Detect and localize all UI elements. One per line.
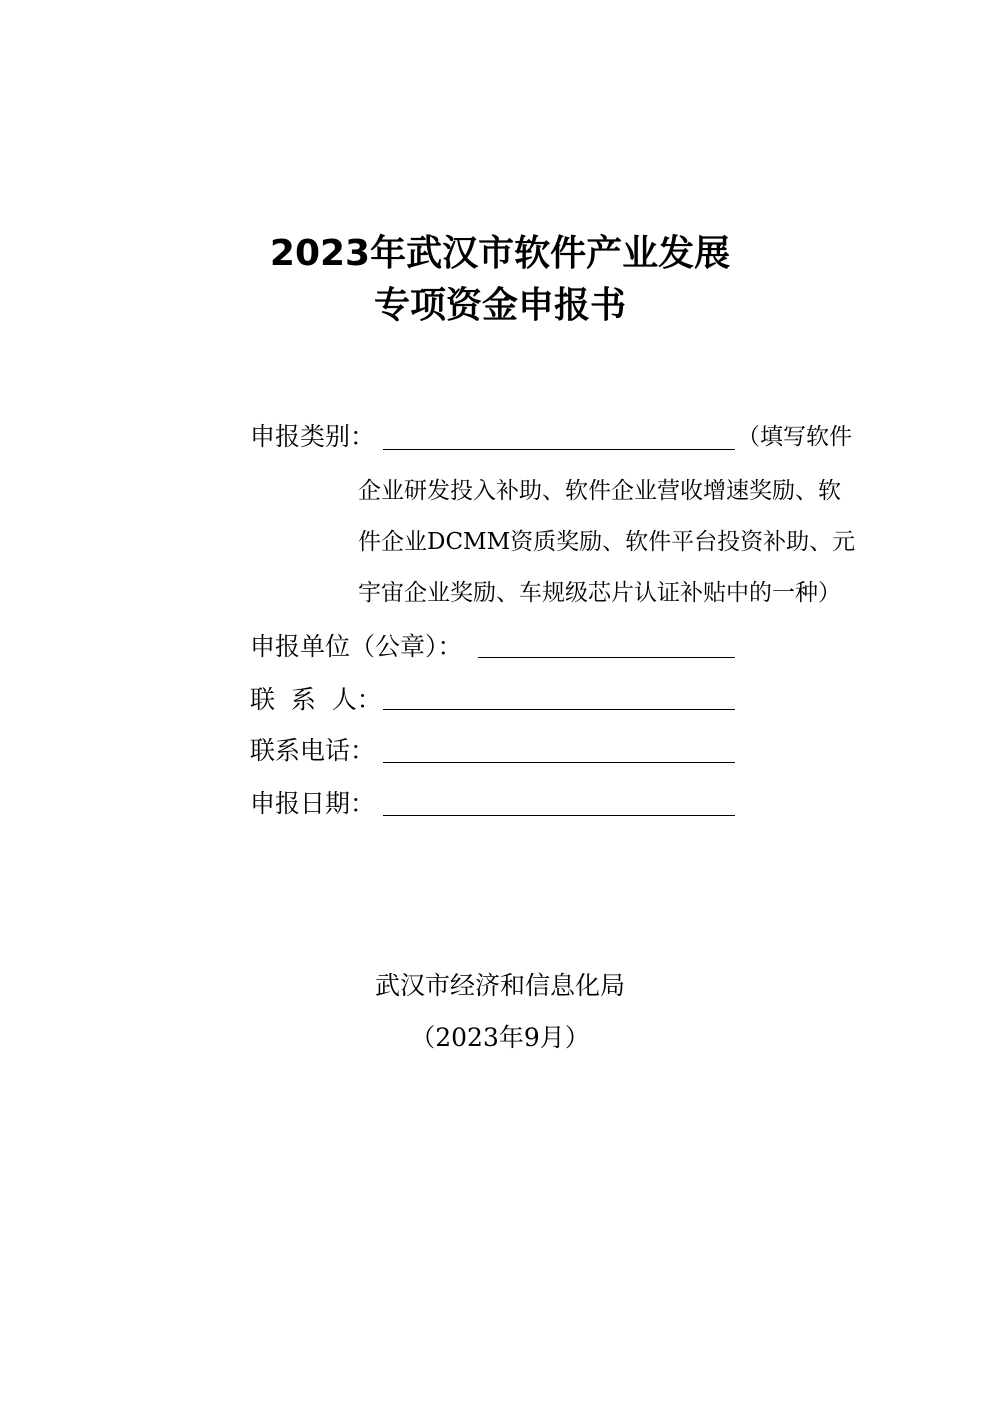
phone-field: [250, 735, 375, 767]
phone-label: 联系电话：: [250, 736, 376, 765]
issue-date: （2023年9月）: [410, 1023, 590, 1052]
category-label: 申报类别：: [250, 422, 376, 451]
document-title-line-2: 专项资金申报书: [373, 285, 626, 326]
phone-input-line[interactable]: [383, 762, 735, 763]
unit-label: 申报单位（公章）：: [250, 632, 463, 661]
unit-field: [250, 631, 463, 663]
contact-label: 联 系 人：: [250, 685, 382, 714]
unit-input-line[interactable]: [478, 657, 735, 658]
date-label: 申报日期：: [250, 789, 376, 818]
date-field: [250, 788, 375, 820]
document-title-line-1: 2023年武汉市软件产业发展: [269, 233, 731, 274]
contact-field: [250, 684, 382, 716]
contact-input-line[interactable]: [383, 709, 735, 710]
category-input-line[interactable]: [383, 449, 735, 450]
issuer-name: 武汉市经济和信息化局: [374, 971, 625, 1000]
category-note-line-1: （填写软件: [737, 424, 852, 450]
date-input-line[interactable]: [383, 815, 735, 816]
category-note-line-2: 企业研发投入补助、软件企业营收增速奖励、软: [358, 478, 841, 504]
category-note-line-4: 宇宙企业奖励、车规级芯片认证补贴中的一种）: [358, 580, 841, 606]
category-note-line-3: 件企业DCMM资质奖励、软件平台投资补助、元: [358, 529, 856, 555]
category-field: [250, 421, 375, 453]
